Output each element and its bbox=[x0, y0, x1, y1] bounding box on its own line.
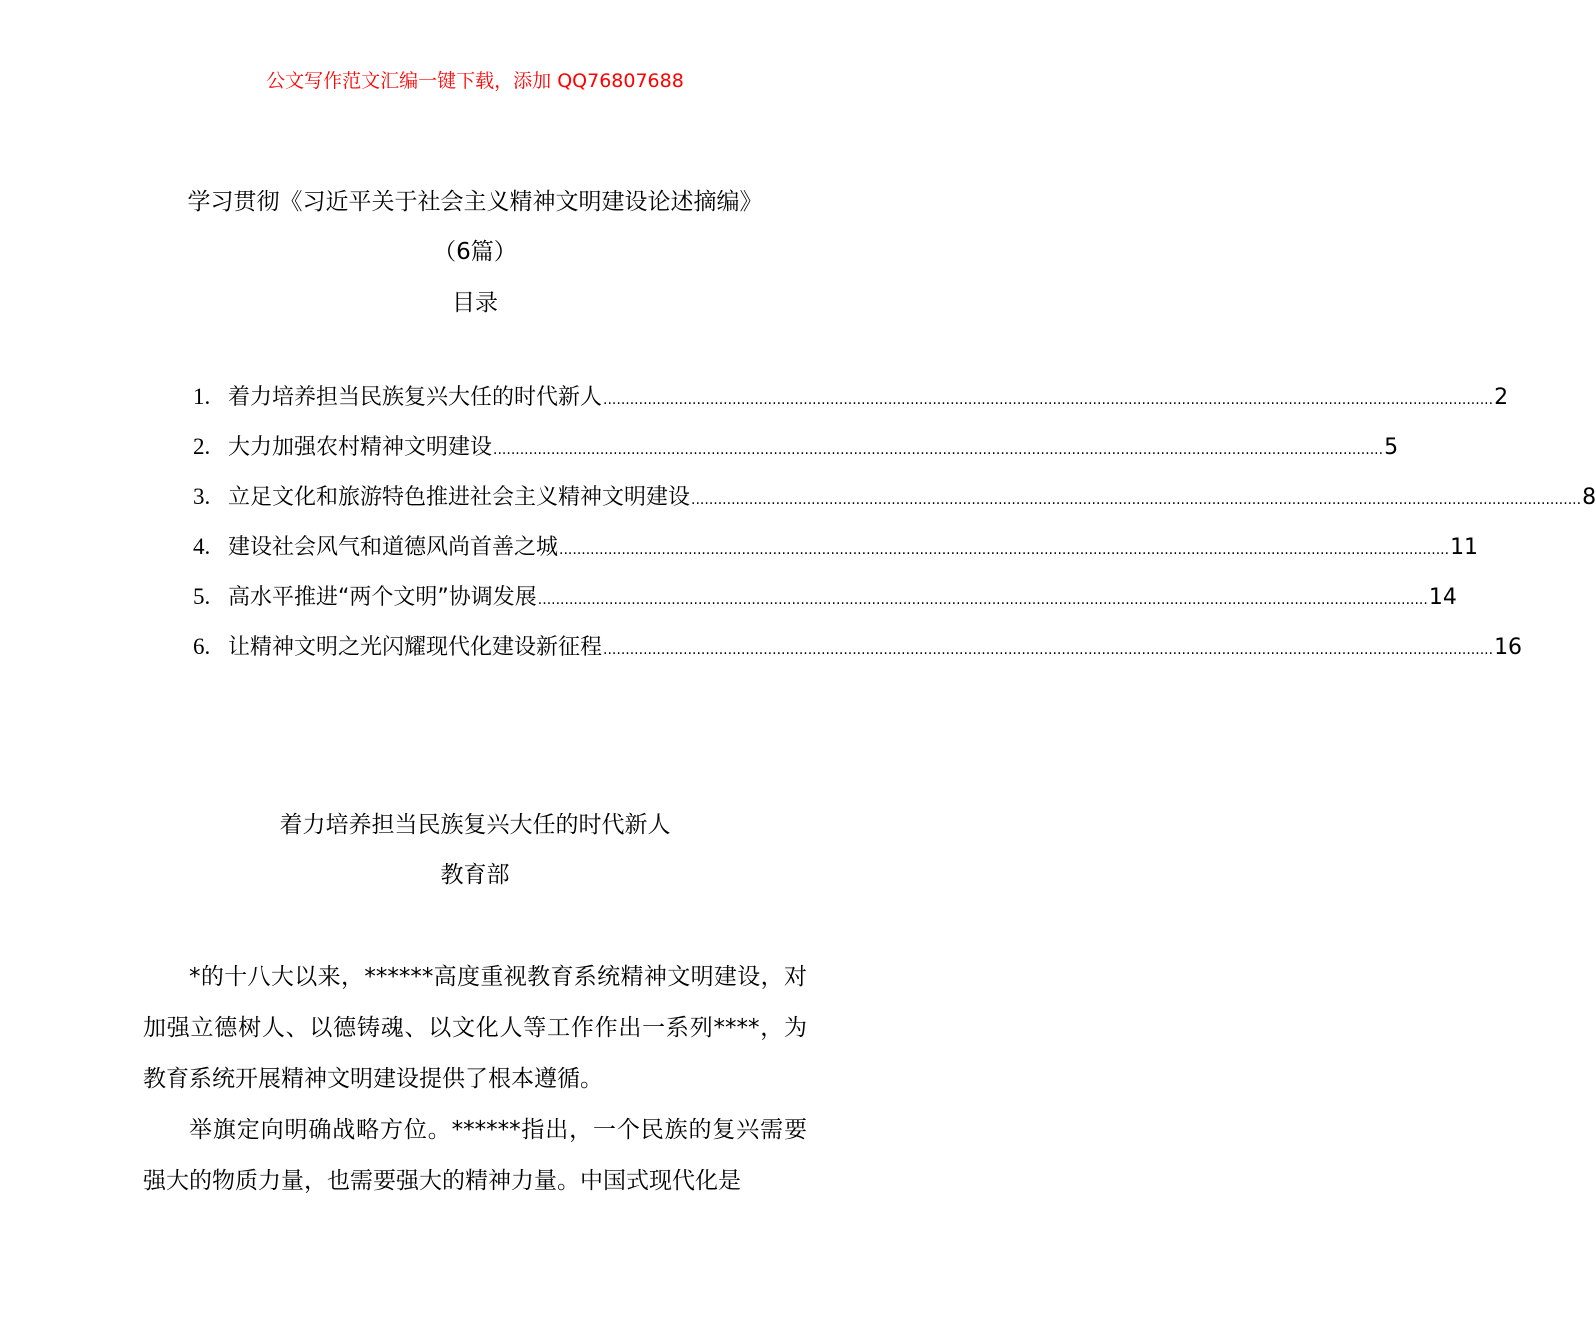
toc-entry-page: 5 bbox=[1384, 435, 1399, 460]
toc-entry-title: 立足文化和旅游特色推进社会主义精神文明建设 bbox=[228, 485, 691, 510]
toc-entry-number: 2. bbox=[193, 434, 211, 459]
toc-entry-title: 让精神文明之光闪耀现代化建设新征程 bbox=[228, 635, 603, 660]
toc-leader-dots: ........................................................................................................................................................................................................ bbox=[559, 542, 1450, 558]
article-body bbox=[143, 952, 807, 1207]
article-title: 着力培养担当民族复兴大任的时代新人 bbox=[279, 812, 671, 838]
toc-leader-dots: ........................................................................................................................................................................................................ bbox=[603, 392, 1494, 408]
toc-entry-number: 6. bbox=[193, 634, 211, 659]
toc-entry-6[interactable] bbox=[193, 630, 1523, 680]
toc-entry-5[interactable] bbox=[193, 580, 1457, 630]
toc-entry-number: 1. bbox=[193, 384, 211, 409]
download-banner: 公文写作范文汇编一键下载，添加 QQ76807688 bbox=[266, 70, 684, 92]
toc-entry-3[interactable] bbox=[193, 480, 1596, 530]
toc-entry-number: 4. bbox=[193, 534, 211, 559]
toc-leader-dots: ........................................................................................................................................................................................................ bbox=[493, 442, 1384, 458]
table-of-contents bbox=[193, 380, 1596, 680]
toc-leader-dots: ........................................................................................................................................................................................................ bbox=[691, 492, 1582, 508]
toc-entry-number: 5. bbox=[193, 584, 211, 609]
article-author: 教育部 bbox=[440, 862, 510, 888]
toc-entry-page: 8 bbox=[1582, 485, 1596, 510]
toc-entry-page: 14 bbox=[1428, 585, 1457, 610]
toc-entry-title: 大力加强农村精神文明建设 bbox=[228, 435, 493, 460]
toc-entry-title: 建设社会风气和道德风尚首善之城 bbox=[228, 535, 559, 560]
toc-entry-page: 11 bbox=[1450, 535, 1479, 560]
body-paragraph: *的十八大以来，******高度重视教育系统精神文明建设，对加强立德树人、以德铸魂、以文化人等工作作出一系列****，为教育系统开展精神文明建设提供了根本遵循。 bbox=[143, 964, 807, 1092]
document-subtitle: （6篇） bbox=[433, 239, 517, 265]
body-paragraph: 举旗定向明确战略方位。******指出，一个民族的复兴需要强大的物质力量，也需要强大的精神力量。中国式现代化是 bbox=[143, 1117, 807, 1194]
toc-heading: 目录 bbox=[452, 290, 498, 316]
toc-entry-page: 16 bbox=[1494, 635, 1523, 660]
toc-leader-dots: ........................................................................................................................................................................................................ bbox=[537, 592, 1428, 608]
document-title: 学习贯彻《习近平关于社会主义精神文明建设论述摘编》 bbox=[187, 189, 763, 215]
toc-entry-title: 着力培养担当民族复兴大任的时代新人 bbox=[228, 385, 603, 410]
toc-entry-number: 3. bbox=[193, 484, 211, 509]
toc-entry-4[interactable] bbox=[193, 530, 1479, 580]
toc-leader-dots: ........................................................................................................................................................................................................ bbox=[603, 642, 1494, 658]
toc-entry-page: 2 bbox=[1494, 385, 1509, 410]
toc-entry-1[interactable] bbox=[193, 380, 1509, 430]
toc-entry-title: 高水平推进“两个文明”协调发展 bbox=[228, 585, 537, 610]
toc-entry-2[interactable] bbox=[193, 430, 1399, 480]
